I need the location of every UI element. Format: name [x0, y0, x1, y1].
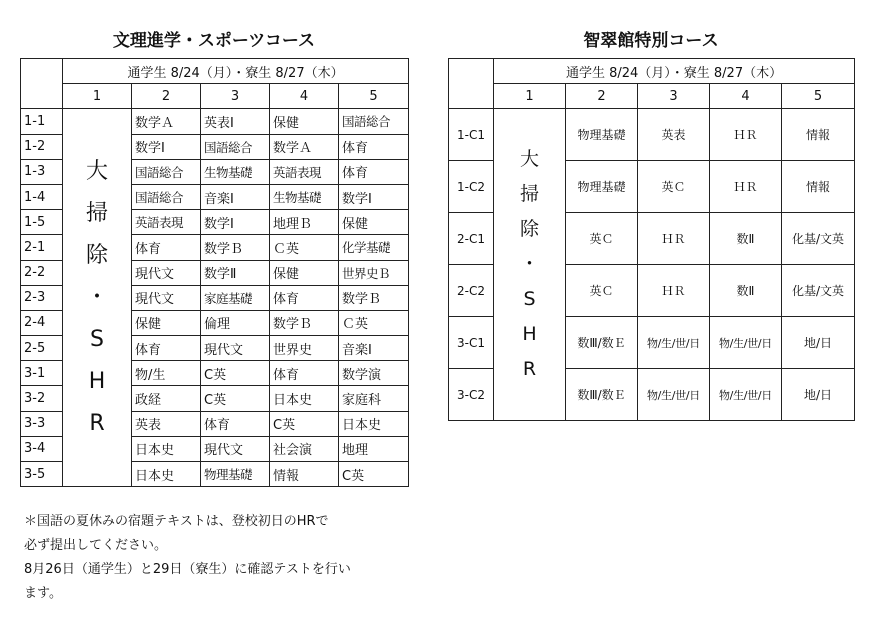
merged-char: H	[522, 323, 537, 345]
table-row	[21, 109, 409, 134]
subject-cell: 数学Ｂ	[201, 235, 270, 260]
merged-char: 除	[85, 242, 108, 268]
subject-cell: 英表	[638, 109, 710, 161]
subject-cell: 生物基礎	[201, 159, 270, 184]
date-header: 通学生 8/24（月）・寮生 8/27（木）	[63, 59, 409, 84]
merged-char: ・	[85, 284, 108, 310]
merged-char: R	[522, 358, 537, 380]
subject-cell: 地理	[339, 436, 409, 461]
subject-cell: 保健	[270, 260, 339, 285]
merged-char: R	[89, 410, 105, 436]
subject-cell: 体育	[132, 235, 201, 260]
subject-cell: 倫理	[201, 310, 270, 335]
cleanup-shr-merged-cell	[63, 109, 132, 487]
subject-cell: 英Ｃ	[566, 265, 638, 317]
subject-cell: 国語総合	[339, 109, 409, 134]
class-name-cell: 2-1	[21, 235, 63, 260]
subject-cell: 家庭基礎	[201, 285, 270, 310]
subject-cell: 英語表現	[132, 210, 201, 235]
subject-cell: 数学Ｂ	[339, 285, 409, 310]
corner-cell	[21, 59, 63, 109]
subject-cell: 日本史	[339, 411, 409, 436]
subject-cell: 地理Ｂ	[270, 210, 339, 235]
subject-cell: 保健	[270, 109, 339, 134]
period-header: 3	[201, 84, 270, 109]
subject-cell: 保健	[339, 210, 409, 235]
merged-char: 大	[85, 158, 108, 184]
class-name-cell: 1-C2	[449, 161, 494, 213]
subject-cell: 数学Ａ	[132, 109, 201, 134]
subject-cell: 体育	[132, 336, 201, 361]
subject-cell: 音楽Ⅰ	[201, 184, 270, 209]
merged-char: 大	[519, 148, 539, 170]
subject-cell: 社会演	[270, 436, 339, 461]
subject-cell: 体育	[339, 159, 409, 184]
subject-cell: 物/生/世/日	[710, 369, 782, 421]
subject-cell: 数Ⅲ/数Ｅ	[566, 317, 638, 369]
class-name-cell: 3-1	[21, 361, 63, 386]
subject-cell: 情報	[782, 109, 855, 161]
class-name-cell: 1-2	[21, 134, 63, 159]
subject-cell: 物理基礎	[201, 462, 270, 487]
note-line: 必ず提出してください。	[24, 538, 168, 553]
merged-char: S	[523, 288, 536, 310]
subject-cell: 数学Ａ	[270, 134, 339, 159]
subject-cell: 数学演	[339, 361, 409, 386]
subject-cell: Ｃ英	[270, 235, 339, 260]
subject-cell: 現代文	[201, 436, 270, 461]
period-header-row	[449, 84, 855, 109]
note-line: 8月26日（通学生）と29日（寮生）に確認テストを行い	[24, 562, 351, 577]
subject-cell: 日本史	[270, 386, 339, 411]
subject-cell: ＨＲ	[638, 265, 710, 317]
subject-cell: 生物基礎	[270, 184, 339, 209]
period-header: 2	[132, 84, 201, 109]
subject-cell: C英	[201, 386, 270, 411]
subject-cell: 体育	[201, 411, 270, 436]
period-header: 4	[710, 84, 782, 109]
subject-cell: 国語総合	[132, 184, 201, 209]
date-header-row	[449, 59, 855, 84]
left-title: 文理進学・スポーツコース	[112, 31, 316, 51]
note-line: ＊国語の夏休みの宿題テキストは、登校初日のHRで	[24, 514, 329, 529]
period-header: 1	[494, 84, 566, 109]
subject-cell: 国語総合	[132, 159, 201, 184]
date-header-row	[21, 59, 409, 84]
subject-cell: Ｃ英	[339, 310, 409, 335]
period-header: 1	[63, 84, 132, 109]
subject-cell: 数学Ｂ	[270, 310, 339, 335]
class-name-cell: 1-C1	[449, 109, 494, 161]
subject-cell: 情報	[270, 462, 339, 487]
subject-cell: 数学Ⅱ	[201, 260, 270, 285]
period-header: 3	[638, 84, 710, 109]
subject-cell: 世界史Ｂ	[339, 260, 409, 285]
period-header: 5	[339, 84, 409, 109]
subject-cell: 現代文	[132, 285, 201, 310]
subject-cell: 政経	[132, 386, 201, 411]
subject-cell: 化基/文英	[782, 265, 855, 317]
subject-cell: ＨＲ	[710, 109, 782, 161]
subject-cell: 化基/文英	[782, 213, 855, 265]
subject-cell: 英表Ⅰ	[201, 109, 270, 134]
subject-cell: 英語表現	[270, 159, 339, 184]
merged-char: S	[90, 326, 104, 352]
subject-cell: 体育	[270, 361, 339, 386]
subject-cell: 日本史	[132, 436, 201, 461]
subject-cell: 体育	[339, 134, 409, 159]
notes	[24, 510, 404, 606]
class-name-cell: 2-C1	[449, 213, 494, 265]
left-schedule-table	[20, 58, 409, 487]
subject-cell: C英	[201, 361, 270, 386]
class-name-cell: 1-3	[21, 159, 63, 184]
period-header: 2	[566, 84, 638, 109]
subject-cell: 物理基礎	[566, 109, 638, 161]
merged-char: H	[88, 368, 106, 394]
merged-char: 掃	[519, 183, 539, 205]
subject-cell: 現代文	[201, 336, 270, 361]
subject-cell: 物/生/世/日	[710, 317, 782, 369]
subject-cell: 情報	[782, 161, 855, 213]
subject-cell: 数学Ⅰ	[201, 210, 270, 235]
subject-cell: 物/生/世/日	[638, 369, 710, 421]
merged-char: ・	[519, 253, 539, 275]
subject-cell: 日本史	[132, 462, 201, 487]
cleanup-shr-merged-cell	[494, 109, 566, 421]
subject-cell: 物/生	[132, 361, 201, 386]
subject-cell: 数学Ⅰ	[339, 184, 409, 209]
subject-cell: 物/生/世/日	[638, 317, 710, 369]
subject-cell: 世界史	[270, 336, 339, 361]
class-name-cell: 3-2	[21, 386, 63, 411]
class-name-cell: 2-5	[21, 336, 63, 361]
subject-cell: 地/日	[782, 317, 855, 369]
period-header-row	[21, 84, 409, 109]
date-header: 通学生 8/24（月）・寮生 8/27（木）	[494, 59, 855, 84]
class-name-cell: 3-C1	[449, 317, 494, 369]
period-header: 4	[270, 84, 339, 109]
subject-cell: 数学Ⅰ	[132, 134, 201, 159]
merged-char: 除	[519, 218, 539, 240]
class-name-cell: 2-C2	[449, 265, 494, 317]
subject-cell: 音楽Ⅰ	[339, 336, 409, 361]
subject-cell: 英表	[132, 411, 201, 436]
subject-cell: C英	[270, 411, 339, 436]
subject-cell: 英Ｃ	[566, 213, 638, 265]
subject-cell: 国語総合	[201, 134, 270, 159]
table-row	[449, 109, 855, 161]
class-name-cell: 3-C2	[449, 369, 494, 421]
note-line: ます。	[24, 586, 62, 601]
class-name-cell: 1-5	[21, 210, 63, 235]
right-schedule-table	[448, 58, 855, 421]
subject-cell: 化学基礎	[339, 235, 409, 260]
corner-cell	[449, 59, 494, 109]
period-header: 5	[782, 84, 855, 109]
subject-cell: ＨＲ	[710, 161, 782, 213]
subject-cell: C英	[339, 462, 409, 487]
class-name-cell: 3-4	[21, 436, 63, 461]
subject-cell: 数Ⅱ	[710, 213, 782, 265]
class-name-cell: 2-3	[21, 285, 63, 310]
merged-char: 掃	[85, 200, 108, 226]
right-title: 智翠館特別コース	[583, 31, 719, 51]
subject-cell: 保健	[132, 310, 201, 335]
subject-cell: 家庭科	[339, 386, 409, 411]
class-name-cell: 3-5	[21, 462, 63, 487]
subject-cell: 体育	[270, 285, 339, 310]
class-name-cell: 2-2	[21, 260, 63, 285]
class-name-cell: 1-1	[21, 109, 63, 134]
subject-cell: 地/日	[782, 369, 855, 421]
subject-cell: 数Ⅱ	[710, 265, 782, 317]
subject-cell: 英Ｃ	[638, 161, 710, 213]
class-name-cell: 1-4	[21, 184, 63, 209]
subject-cell: 数Ⅲ/数Ｅ	[566, 369, 638, 421]
class-name-cell: 2-4	[21, 310, 63, 335]
subject-cell: ＨＲ	[638, 213, 710, 265]
subject-cell: 物理基礎	[566, 161, 638, 213]
subject-cell: 現代文	[132, 260, 201, 285]
class-name-cell: 3-3	[21, 411, 63, 436]
